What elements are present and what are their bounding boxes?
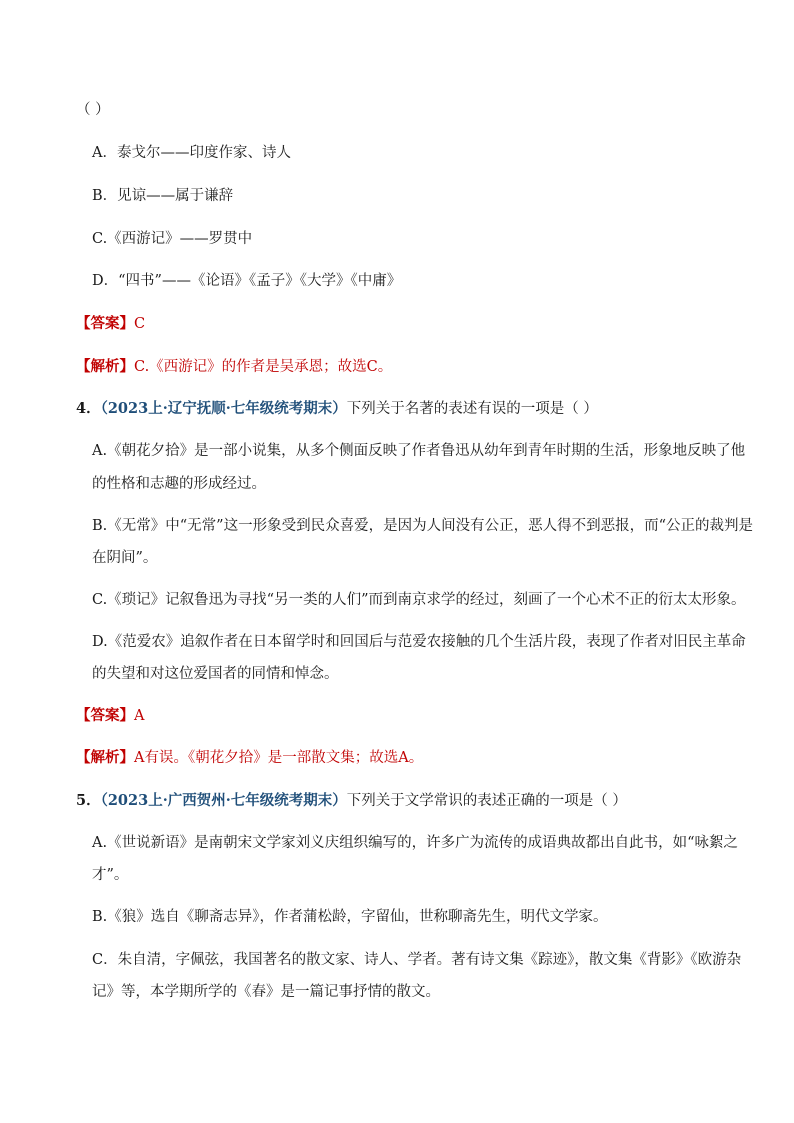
question3-option-d: D．“四书”——《论语》《孟子》《大学》《中庸》 bbox=[92, 273, 402, 289]
analysis-tag: 【解析】 bbox=[76, 749, 134, 766]
question-stem: 下列关于名著的表述有误的一项是（ ） bbox=[346, 401, 598, 417]
question3-option-b: B．见谅——属于谦辞 bbox=[92, 188, 234, 204]
analysis-text: A有误。《朝花夕拾》是一部散文集；故选A。 bbox=[134, 750, 424, 766]
question-source: （2023上·辽宁抚顺·七年级统考期末） bbox=[100, 400, 347, 417]
question4-option-b-line1: B.《无常》中“无常”这一形象受到民众喜爱，是因为人间没有公正，恶人得不到恶报，而“公正的裁判是 bbox=[92, 518, 753, 534]
question5-option-a-line2: 才”。 bbox=[92, 867, 129, 883]
question4-answer bbox=[76, 706, 144, 726]
question-number: 4． bbox=[76, 400, 101, 417]
question4-option-d-line1: D.《范爱农》追叙作者在日本留学时和回国后与范爱农接触的几个生活片段，表现了作者对旧民主革命 bbox=[92, 634, 746, 650]
analysis-tag: 【解析】 bbox=[76, 358, 134, 375]
question3-answer bbox=[76, 314, 145, 334]
question3-stem-tail: （ ） bbox=[76, 102, 110, 118]
answer-tag: 【答案】 bbox=[76, 315, 134, 332]
question5-header bbox=[76, 791, 627, 811]
question3-analysis bbox=[76, 357, 392, 377]
question-stem: 下列关于文学常识的表述正确的一项是（ ） bbox=[346, 793, 627, 809]
answer-tag: 【答案】 bbox=[76, 707, 134, 724]
question3-option-a: A．泰戈尔——印度作家、诗人 bbox=[92, 145, 291, 161]
question4-option-a-line1: A.《朝花夕拾》是一部小说集，从多个侧面反映了作者鲁迅从幼年到青年时期的生活，形象地反映了他 bbox=[92, 443, 746, 459]
question4-option-a-line2: 的性格和志趣的形成经过。 bbox=[92, 476, 266, 492]
question4-option-c-line1: C.《琐记》记叙鲁迅为寻找“另一类的人们”而到南京求学的经过，刻画了一个心术不正的衍太太形象。 bbox=[92, 592, 746, 608]
question4-option-d-line2: 的失望和对这位爱国者的同情和悼念。 bbox=[92, 666, 339, 682]
answer-value: C bbox=[134, 316, 146, 332]
question4-option-b-line2: 在阴间”。 bbox=[92, 550, 158, 566]
question5-option-a-line1: A.《世说新语》是南朝宋文学家刘义庆组织编写的，许多广为流传的成语典故都出自此书，如“咏絮之 bbox=[92, 835, 738, 851]
answer-value: A bbox=[134, 708, 145, 724]
question-number: 5． bbox=[76, 792, 101, 809]
question5-option-b-line1: B.《狼》选自《聊斋志异》，作者蒲松龄，字留仙，世称聊斋先生，明代文学家。 bbox=[92, 909, 608, 925]
question5-option-c-line2: 记》等，本学期所学的《春》是一篇记事抒情的散文。 bbox=[92, 984, 440, 1000]
question4-analysis bbox=[76, 748, 423, 768]
question-source: （2023上·广西贺州·七年级统考期末） bbox=[100, 792, 347, 809]
question5-option-c-line1: C．朱自清，字佩弦，我国著名的散文家、诗人、学者。著有诗文集《踪迹》，散文集《背影》《欧游杂 bbox=[92, 952, 742, 968]
analysis-text: C.《西游记》的作者是吴承恩；故选C。 bbox=[134, 359, 393, 375]
question4-header bbox=[76, 399, 598, 419]
question3-option-c: C.《西游记》——罗贯中 bbox=[92, 231, 253, 247]
